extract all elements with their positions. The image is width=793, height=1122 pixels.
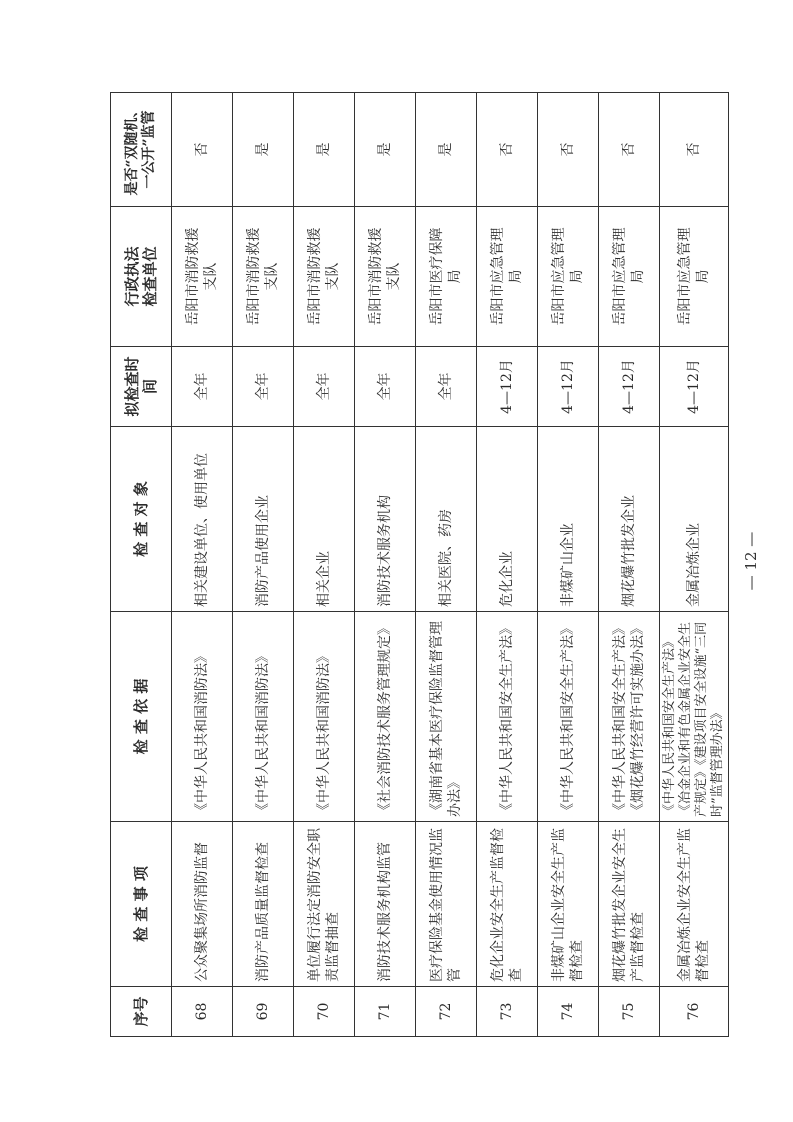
row-unit [660, 207, 729, 347]
header-target: 检 查 对 象 [111, 427, 172, 612]
basis-line: 《湖南省基本医疗保险监督管理办法》 [429, 621, 463, 817]
table-row [477, 93, 538, 1037]
row-time: 全年 [416, 347, 477, 427]
row-seq: 69 [233, 987, 294, 1037]
row-time: 全年 [355, 347, 416, 427]
unit-line: 局 [447, 269, 463, 284]
row-target: 消防产品使用企业 [233, 427, 294, 612]
row-random: 是 [294, 93, 355, 207]
unit-line: 局 [569, 269, 585, 284]
row-item: 烟花爆竹批发企业安全生产监督检查 [599, 822, 660, 987]
row-seq: 76 [660, 987, 729, 1037]
unit-line: 局 [508, 269, 524, 284]
table-row [233, 93, 294, 1037]
unit-line: 支队 [325, 262, 341, 291]
table-row [538, 93, 599, 1037]
unit-line: 岳阳市应急管理 [490, 227, 506, 326]
row-random: 否 [172, 93, 233, 207]
row-item: 单位履行法定消防安全职责监督抽查 [294, 822, 355, 987]
basis-line: 《中华人民共和国消防法》 [316, 649, 332, 817]
row-target: 消防技术服务机构 [355, 427, 416, 612]
row-target: 金属冶炼企业 [660, 427, 729, 612]
row-unit [477, 207, 538, 347]
row-target: 危化企业 [477, 427, 538, 612]
row-item: 医疗保险基金使用情况监管 [416, 822, 477, 987]
basis-line: 《中华人民共和国消防法》 [194, 649, 210, 817]
basis-line: 《中华人民共和国安全生产法》 [499, 621, 515, 817]
row-unit [294, 207, 355, 347]
row-target: 相关医院、药房 [416, 427, 477, 612]
basis-line: 《烟花爆竹经营许可实施办法》 [630, 621, 646, 817]
basis-line: 《中华人民共和国消防法》 [255, 649, 271, 817]
unit-line: 局 [695, 269, 711, 284]
table-row [416, 93, 477, 1037]
row-random: 否 [599, 93, 660, 207]
basis-line: 《中华人民共和国安全生产法》 [662, 634, 677, 817]
header-seq: 序号 [111, 987, 172, 1037]
row-time: 4—12月 [477, 347, 538, 427]
header-unit-line1: 行政执法 [123, 246, 141, 307]
row-seq: 73 [477, 987, 538, 1037]
row-unit [233, 207, 294, 347]
unit-line: 岳阳市应急管理 [612, 227, 628, 326]
row-random: 否 [660, 93, 729, 207]
row-time: 4—12月 [660, 347, 729, 427]
unit-line: 局 [630, 269, 646, 284]
row-target: 相关企业 [294, 427, 355, 612]
unit-line: 岳阳市消防救援 [368, 227, 384, 326]
row-basis [660, 612, 729, 822]
row-item: 非煤矿山企业安全生产监督检查 [538, 822, 599, 987]
row-random: 是 [416, 93, 477, 207]
unit-line: 支队 [386, 262, 402, 291]
unit-line: 岳阳市医疗保障 [429, 227, 445, 326]
header-item: 检 查 事 项 [111, 822, 172, 987]
row-unit [538, 207, 599, 347]
row-random: 是 [355, 93, 416, 207]
row-basis [355, 612, 416, 822]
unit-line: 岳阳市应急管理 [677, 227, 693, 326]
row-seq: 68 [172, 987, 233, 1037]
row-basis [416, 612, 477, 822]
row-unit [355, 207, 416, 347]
basis-line: 《中华人民共和国安全生产法》 [612, 621, 628, 817]
row-seq: 74 [538, 987, 599, 1037]
header-time: 拟检查时间 [111, 347, 172, 427]
table-row [355, 93, 416, 1037]
row-item: 金属冶炼企业安全生产监督检查 [660, 822, 729, 987]
page-number: — 12 — [742, 531, 760, 591]
header-random-line1: 是否“双随机、 [124, 103, 140, 196]
row-time: 4—12月 [599, 347, 660, 427]
row-unit [599, 207, 660, 347]
header-random-line2: 一公开”监管 [141, 110, 157, 189]
row-random: 是 [233, 93, 294, 207]
inspection-table [110, 92, 729, 1037]
table-row [599, 93, 660, 1037]
row-target: 烟花爆竹批发企业 [599, 427, 660, 612]
row-time: 全年 [294, 347, 355, 427]
table-row [660, 93, 729, 1037]
basis-line: 《社会消防技术服务管理规定》 [377, 621, 393, 817]
row-seq: 71 [355, 987, 416, 1037]
row-item: 消防技术服务机构监管 [355, 822, 416, 987]
header-random [111, 93, 172, 207]
header-basis: 检 查 依 据 [111, 612, 172, 822]
unit-line: 支队 [264, 262, 280, 291]
basis-line: 《冶金企业和有色金属企业安全生产规定》《建设项目安全设施“三同时”监督管理办法》 [678, 621, 725, 817]
header-unit [111, 207, 172, 347]
row-time: 全年 [233, 347, 294, 427]
row-basis [233, 612, 294, 822]
row-basis [477, 612, 538, 822]
row-basis [599, 612, 660, 822]
row-basis [172, 612, 233, 822]
basis-line: 《中华人民共和国安全生产法》 [560, 621, 576, 817]
row-item: 危化企业安全生产监督检查 [477, 822, 538, 987]
row-unit [172, 207, 233, 347]
unit-line: 岳阳市消防救援 [307, 227, 323, 326]
row-target: 相关建设单位、使用单位 [172, 427, 233, 612]
row-time: 全年 [172, 347, 233, 427]
header-row [111, 93, 172, 1037]
unit-line: 岳阳市消防救援 [246, 227, 262, 326]
header-unit-line2: 检查单位 [141, 246, 159, 307]
row-basis [294, 612, 355, 822]
row-unit [416, 207, 477, 347]
row-seq: 70 [294, 987, 355, 1037]
row-basis [538, 612, 599, 822]
row-target: 非煤矿山企业 [538, 427, 599, 612]
row-item: 消防产品质量监督检查 [233, 822, 294, 987]
row-item: 公众聚集场所消防监督 [172, 822, 233, 987]
row-time: 4—12月 [538, 347, 599, 427]
table-row [172, 93, 233, 1037]
row-seq: 75 [599, 987, 660, 1037]
row-random: 否 [538, 93, 599, 207]
table-row [294, 93, 355, 1037]
row-seq: 72 [416, 987, 477, 1037]
unit-line: 岳阳市应急管理 [551, 227, 567, 326]
unit-line: 岳阳市消防救援 [185, 227, 201, 326]
unit-line: 支队 [203, 262, 219, 291]
row-random: 否 [477, 93, 538, 207]
